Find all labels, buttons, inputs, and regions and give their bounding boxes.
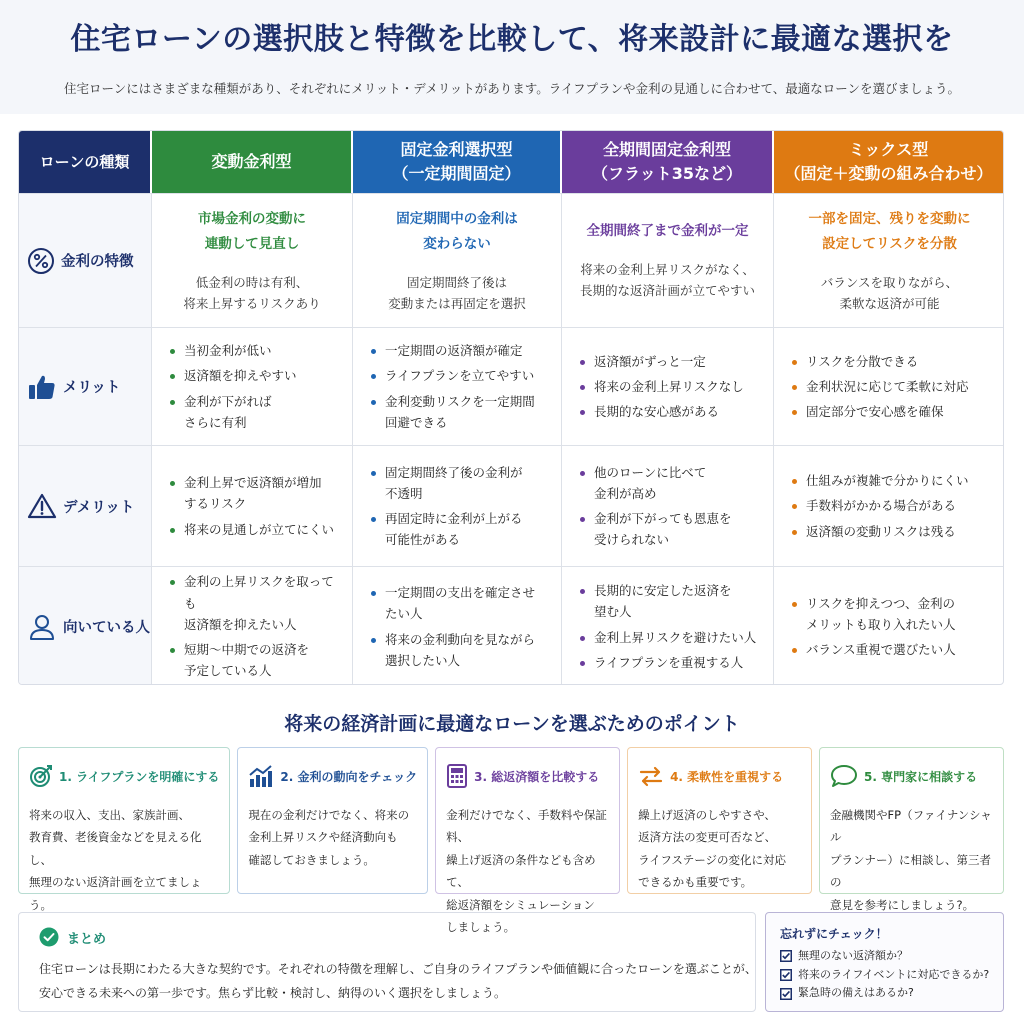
list-item-text: バランス重視で選びたい人 xyxy=(806,642,956,658)
feature-cell xyxy=(774,193,1004,327)
feature-headline-line: 固定期間中の金利は xyxy=(396,210,518,227)
checklist-item xyxy=(780,947,989,966)
point-card-line: 教育費、老後資金などを見える化し、 xyxy=(29,830,202,867)
feature-cell xyxy=(353,193,562,327)
list-item-text: さらに有利 xyxy=(184,414,247,430)
list-item-text: 短期〜中期での返済を xyxy=(184,642,310,658)
list-item xyxy=(580,580,763,623)
merit-list xyxy=(170,340,342,437)
list-item xyxy=(580,351,763,372)
list-item xyxy=(371,462,551,505)
checklist-item xyxy=(780,984,989,1003)
feature-description-line: 低金利の時は有利、 xyxy=(195,274,309,290)
checkbox-checked-icon xyxy=(780,969,792,981)
column-header xyxy=(562,131,774,193)
list-item xyxy=(580,462,763,505)
list-item-text: 一定期間の支出を確定させ xyxy=(385,585,536,600)
list-item-text: 他のローンに比べて xyxy=(594,464,707,480)
list-item-text: 当初金利が低い xyxy=(184,343,272,358)
list-item xyxy=(792,401,995,422)
feature-cell xyxy=(152,193,353,327)
demerit-list xyxy=(170,472,342,544)
feature-headline-line: 一部を固定、残りを変動に xyxy=(808,210,971,227)
feature-headline xyxy=(587,219,749,245)
feature-headline-line: 連動して見直し xyxy=(204,236,300,253)
checkbox-checked-icon xyxy=(780,950,792,962)
point-card-line: できるかも重要です。 xyxy=(638,875,753,890)
demerit-list xyxy=(580,462,763,555)
chat-bubble-icon xyxy=(830,764,858,788)
point-card-line: 無理のない返済計画を立てましょう。 xyxy=(29,875,202,912)
list-item-text: 一定期間の返済額が確定 xyxy=(385,343,523,358)
list-item xyxy=(792,376,995,397)
point-card-body xyxy=(830,804,993,916)
row-label-suited xyxy=(19,566,152,685)
list-item xyxy=(792,495,995,516)
header-corner-label: ローンの種類 xyxy=(19,131,152,193)
demerit-list xyxy=(371,462,551,555)
list-item-text: 金利の上昇リスクを取っても xyxy=(184,574,334,611)
feature-headline-line: 変わらない xyxy=(423,236,491,253)
demerit-cell xyxy=(353,445,562,566)
point-card xyxy=(435,747,620,935)
list-item-text: たい人 xyxy=(385,606,423,622)
list-item-text: 受けられない xyxy=(594,532,670,548)
list-item-text: 固定部分で安心感を確保 xyxy=(806,404,944,420)
list-item-text: 返済額がずっと一定 xyxy=(594,353,706,369)
checkbox-checked-icon xyxy=(780,988,792,1000)
list-item-text: メリットも取り入れたい人 xyxy=(806,616,956,632)
summary-title: まとめ xyxy=(67,931,107,947)
merit-cell xyxy=(774,327,1004,445)
suited-cell xyxy=(774,566,1004,685)
warning-icon xyxy=(27,492,57,520)
point-card-line: 返済方法の変更可否など、 xyxy=(638,830,777,845)
row-label-demerit xyxy=(19,445,152,566)
list-item-text: 望む人 xyxy=(594,604,632,620)
list-item-text: 返済額を抑えやすい xyxy=(184,368,297,384)
list-item-text: 金利が下がっても恩恵を xyxy=(594,511,732,526)
list-item xyxy=(371,508,551,551)
checklist-box xyxy=(765,912,1004,1012)
list-item-text: 再固定時に金利が上がる xyxy=(385,511,523,526)
list-item xyxy=(792,470,995,491)
point-card-title: 2. 金利の動向をチェック xyxy=(280,769,418,784)
list-item xyxy=(170,391,342,434)
check-circle-icon xyxy=(39,927,59,947)
list-item xyxy=(170,472,342,515)
list-item xyxy=(580,508,763,551)
list-item-text: 長期的に安定した返済を xyxy=(594,583,732,598)
list-item xyxy=(580,652,763,673)
list-item-text: 可能性がある xyxy=(385,532,461,548)
thumbs-up-icon xyxy=(27,373,57,401)
demerit-cell xyxy=(774,445,1004,566)
point-card-title: 1. ライフプランを明確にする xyxy=(59,769,220,784)
column-header-name: ミックス型 xyxy=(848,140,929,159)
point-card-line: プランナー）に相談し、第三者の xyxy=(830,852,992,890)
row-label-text: 金利の特徴 xyxy=(61,254,134,270)
point-card-line: 総返済額をシミュレーション xyxy=(446,897,595,912)
suited-list xyxy=(170,571,342,685)
list-item xyxy=(371,365,551,386)
demerit-cell xyxy=(562,445,774,566)
list-item xyxy=(792,521,995,542)
point-card-header xyxy=(830,764,993,788)
checklist-item-text: 将来のライフイベントに対応できるか? xyxy=(798,967,990,981)
column-header-sub: （固定＋変動の組み合わせ） xyxy=(784,164,993,183)
column-header xyxy=(353,131,562,193)
point-card xyxy=(819,747,1004,912)
feature-description xyxy=(388,272,526,315)
point-card-line: 繰上げ返済の条件なども含めて、 xyxy=(446,852,596,890)
point-card-line: 金利だけでなく、手数料や保証料、 xyxy=(446,808,607,845)
suited-cell xyxy=(562,566,774,685)
point-card xyxy=(627,747,812,894)
summary-line: 安心できる未来への第一歩です。焦らず比較・検討し、納得のいく選択をしましょう。 xyxy=(39,986,507,1000)
summary-line: 住宅ローンは長期にわたる大きな契約です。それぞれの特徴を理解し、ご自身のライフプランや価値観に合ったローンを選ぶことが、 xyxy=(39,962,757,976)
point-card-title: 5. 専門家に相談する xyxy=(864,769,978,784)
list-item-text: 金利上昇で返済額が増加 xyxy=(184,475,322,491)
point-card-body xyxy=(638,804,801,894)
list-item-text: 返済額の変動リスクは残る xyxy=(806,523,956,539)
column-header-name: 全期間固定金利型 xyxy=(602,140,731,159)
column-header-sub: （フラット35など） xyxy=(592,164,742,183)
list-item-text: 金利が下がれば xyxy=(184,393,272,409)
list-item-text: 手数料がかかる場合がある xyxy=(806,498,957,514)
merit-list xyxy=(792,351,995,427)
point-card-line: 現在の金利だけでなく、将来の xyxy=(248,808,410,822)
point-card xyxy=(237,747,428,894)
list-item-text: 将来の金利動向を見ながら xyxy=(385,631,536,647)
checklist-title: 忘れずにチェック！ xyxy=(780,927,888,941)
list-item-text: リスクを分散できる xyxy=(806,353,919,369)
list-item xyxy=(371,582,551,625)
merit-cell xyxy=(152,327,353,445)
point-card-line: ライフステージの変化に対応 xyxy=(638,852,786,867)
point-card-line: 意見を参考にしましょう?。 xyxy=(830,897,975,912)
feature-description xyxy=(821,272,958,315)
checklist-item-text: 緊急時の備えはあるか? xyxy=(798,986,914,1000)
summary-box xyxy=(18,912,756,1012)
list-item xyxy=(371,340,551,361)
list-item xyxy=(170,365,342,386)
demerit-cell xyxy=(152,445,353,566)
list-item xyxy=(170,519,342,540)
comparison-table xyxy=(18,130,1004,685)
list-item xyxy=(371,391,551,434)
list-item xyxy=(371,629,551,672)
person-icon xyxy=(27,612,57,642)
calculator-icon xyxy=(446,764,468,788)
point-card-line: 金融機関やFP（ファイナンシャル xyxy=(830,808,992,845)
suited-list xyxy=(580,580,763,677)
list-item-text: 返済額を抑えたい人 xyxy=(184,616,297,632)
point-card-title: 4. 柔軟性を重視する xyxy=(670,769,784,784)
feature-description-line: 将来の金利上昇リスクがなく、 xyxy=(580,262,755,278)
suited-cell xyxy=(152,566,353,685)
feature-headline-line: 市場金利の変動に xyxy=(198,210,306,227)
list-item-text: 金利が高め xyxy=(594,485,657,501)
list-item xyxy=(580,627,763,648)
feature-headline-line: 設定してリスクを分散 xyxy=(822,236,957,253)
demerit-list xyxy=(792,470,995,546)
list-item-text: 金利状況に応じて柔軟に対応 xyxy=(806,378,969,394)
row-label-merit xyxy=(19,327,152,445)
point-card-body xyxy=(248,804,417,871)
point-card-line: 金利上昇リスクや経済動向も xyxy=(248,830,398,845)
list-item xyxy=(792,593,995,636)
point-card-line: しましょう。 xyxy=(446,920,516,935)
point-card-header xyxy=(446,764,609,788)
column-header-name: 固定金利選択型 xyxy=(400,140,513,159)
point-card xyxy=(18,747,230,912)
list-item-text: するリスク xyxy=(184,496,247,512)
point-card-header xyxy=(248,764,417,788)
row-label-feature xyxy=(19,193,152,327)
feature-headline xyxy=(396,207,518,258)
point-card-line: 将来の収入、支出、家族計画、 xyxy=(29,808,190,822)
point-card-body xyxy=(29,804,219,916)
list-item-text: 金利変動リスクを一定期間 xyxy=(385,393,535,409)
merit-list xyxy=(580,351,763,427)
feature-description-line: バランスを取りながら、 xyxy=(820,274,959,290)
column-header xyxy=(774,131,1004,193)
column-header-name: 変動金利型 xyxy=(211,152,292,171)
merit-list xyxy=(371,340,551,437)
list-item-text: 予定している人 xyxy=(184,663,272,679)
list-item-text: 選択したい人 xyxy=(385,652,461,668)
list-item-text: 金利上昇リスクを避けたい人 xyxy=(594,629,757,645)
list-item-text: 将来の金利上昇リスクなし xyxy=(594,378,744,394)
feature-description-line: 将来上昇するリスクあり xyxy=(183,296,321,312)
checklist-item-text: 無理のない返済額か？ xyxy=(798,949,908,962)
list-item xyxy=(580,376,763,397)
feature-description xyxy=(580,259,755,302)
suited-list xyxy=(371,582,551,675)
point-card-line: 繰上げ返済のしやすさや、 xyxy=(638,808,776,822)
point-card-header xyxy=(29,764,219,788)
list-item-text: 不透明 xyxy=(385,485,423,501)
merit-cell xyxy=(353,327,562,445)
target-icon xyxy=(29,764,53,788)
feature-description-line: 長期的な返済計画が立てやすい xyxy=(579,283,755,299)
row-label-text: デメリット xyxy=(63,499,135,516)
suited-cell xyxy=(353,566,562,685)
feature-headline-line: 全期間終了まで金利が一定 xyxy=(586,223,749,240)
list-item-text: 長期的な安心感がある xyxy=(594,404,720,420)
list-item-text: 仕組みが複雑で分かりにくい xyxy=(806,473,969,489)
page-subtitle: 住宅ローンにはさまざまな種類があり、それぞれにメリット・デメリットがあります。ライフプランや金利の見通しに合わせて、最適なローンを選びましょう。 xyxy=(63,81,960,96)
suited-list xyxy=(792,593,995,665)
list-item xyxy=(170,639,342,682)
point-card-header xyxy=(638,764,801,788)
page-title: 住宅ローンの選択肢と特徴を比較して、将来設計に最適な選択を xyxy=(70,22,954,57)
list-item-text: リスクを抑えつつ、金利の xyxy=(806,595,956,611)
list-item-text: 固定期間終了後の金利が xyxy=(385,464,523,480)
summary-body xyxy=(39,957,757,1005)
column-header xyxy=(152,131,353,193)
list-item xyxy=(792,351,995,372)
column-header-sub: （一定期間固定） xyxy=(392,164,521,183)
row-label-text: 向いている人 xyxy=(63,620,150,636)
list-item xyxy=(792,639,995,660)
swap-arrows-icon xyxy=(638,764,664,788)
row-label-text: メリット xyxy=(63,380,121,396)
list-item xyxy=(580,401,763,422)
checklist-item xyxy=(780,966,989,985)
feature-cell xyxy=(562,193,774,327)
merit-cell xyxy=(562,327,774,445)
feature-headline xyxy=(809,207,971,258)
feature-description-line: 固定期間終了後は xyxy=(406,274,507,290)
points-title: 将来の経済計画に最適なローンを選ぶためのポイント xyxy=(284,713,740,735)
feature-description xyxy=(183,272,320,315)
list-item-text: 回避できる xyxy=(385,414,448,430)
list-item-text: 将来の見通しが立てにくい xyxy=(184,521,335,537)
list-item xyxy=(170,571,342,635)
list-item xyxy=(170,340,342,361)
point-card-line: 確認しておきましょう。 xyxy=(248,852,375,867)
percent-icon xyxy=(27,247,55,275)
list-item-text: ライフプランを立てやすい xyxy=(385,368,535,384)
list-item-text: ライフプランを重視する人 xyxy=(594,654,744,670)
checklist-items xyxy=(780,947,989,1003)
feature-description-line: 変動または再固定を選択 xyxy=(388,296,526,312)
point-card-title: 3. 総返済額を比較する xyxy=(474,769,600,784)
feature-headline xyxy=(198,207,306,258)
bar-chart-icon xyxy=(248,764,274,788)
feature-description-line: 柔軟な返済が可能 xyxy=(839,296,940,312)
